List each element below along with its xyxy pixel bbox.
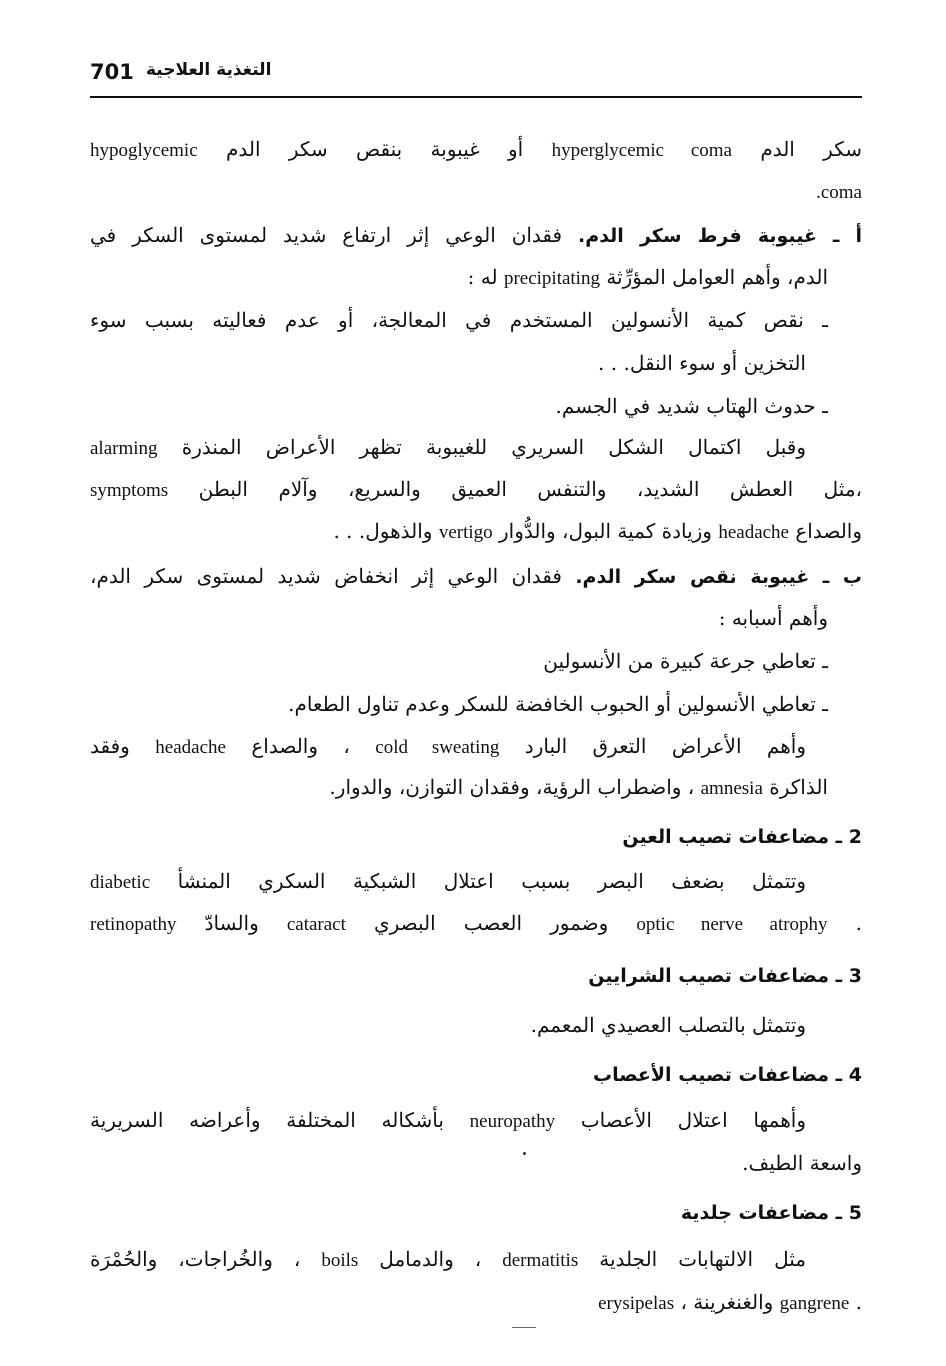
section-a-marker: أ ـ (832, 225, 863, 247)
section-b-para-line-2: الذاكرة amnesia ، واضطراب الرؤية، وفقدان التوازن، والدوار. (329, 775, 828, 799)
section-a-line-2: الدم، وأهم العوامل المؤرِّثة precipitating له : (467, 265, 828, 289)
section-b-line-1: ب ـ غيبوبة نقص سكر الدم. فقدان الوعي إثر انخفاض شديد لمستوى سكر الدم، (90, 564, 863, 588)
section-5-heading: 5 ـ مضاعفات جلدية (680, 1202, 862, 1224)
intro-line-2: .coma (816, 182, 862, 203)
section-a-bullet-1-line-1: ـ نقص كمية الأنسولين المستخدم في المعالجة، أو عدم فعاليته بسبب سوء (90, 308, 828, 332)
section-b-bullet-2: ـ تعاطي الأنسولين أو الحبوب الخافضة للسكر وعدم تناول الطعام. (288, 692, 828, 716)
section-a-title: غيبوبة فرط سكر الدم. (578, 225, 817, 247)
section-b-title: غيبوبة نقص سكر الدم. (575, 566, 810, 588)
section-2-line-1: وتتمثل بضعف البصر بسبب اعتلال الشبكية السكري المنشأ diabetic (90, 869, 806, 893)
section-3-line-1: وتتمثل بالتصلب العصيدي المعمم. (530, 1013, 806, 1037)
section-5-line-2: erysipelas ، والغنغرينة gangrene . (598, 1290, 862, 1314)
section-a-para-line-2: symptoms مثل العطش الشديد، والتنفس العميق والسريع، وآلام البطن، (90, 477, 862, 501)
section-a-bullet-2: ـ حدوث الهتاب شديد في الجسم. (555, 394, 828, 418)
section-4-line-1: وأهمها اعتلال الأعصاب neuropathy بأشكاله المختلفة وأعراضه السريرية (90, 1108, 807, 1132)
section-4-heading: 4 ـ مضاعفات تصيب الأعصاب (592, 1064, 862, 1086)
section-a-para-line-3: والصداع headache وزيادة كمية البول، والدُّوار vertigo والذهول. . . (333, 519, 862, 543)
section-3-heading: 3 ـ مضاعفات تصيب الشرايين (588, 965, 862, 987)
section-4-line-2: واسعة الطيف. (742, 1151, 862, 1175)
section-b-bullet-1: ـ تعاطي جرعة كبيرة من الأنسولين (543, 649, 828, 673)
section-b-line-2: وأهم أسبابه : (718, 606, 828, 630)
section-a-bullet-1-line-2: التخزين أو سوء النقل. . . (598, 351, 806, 375)
page-header (90, 56, 862, 98)
stray-dot (523, 1152, 526, 1155)
section-2-heading: 2 ـ مضاعفات تصيب العين (622, 826, 862, 848)
intro-line-1: سكر الدم hyperglycemic coma أو غيبوبة بنقص سكر الدم hypoglycemic (90, 137, 863, 161)
section-2-line-2: retinopathy والسادّ cataract وضمور العصب البصري optic nerve atrophy . (90, 911, 862, 935)
section-a-line-1: أ ـ غيبوبة فرط سكر الدم. فقدان الوعي إثر ارتفاع شديد لمستوى السكر في (90, 223, 863, 247)
section-b-marker: ب ـ (822, 566, 863, 588)
scan-mark (512, 1327, 536, 1328)
section-5-line-1: مثل الالتهابات الجلدية dermatitis ، والدمامل boils ، والخُراجات، والحُمْرَة (90, 1247, 807, 1271)
section-b-para-line-1: وأهم الأعراض التعرق البارد cold sweating ، والصداع headache وفقد (90, 734, 807, 758)
section-a-para-line-1: وقبل اكتمال الشكل السريري للغيبوبة تظهر الأعراض المنذرة alarming (90, 435, 806, 459)
running-title: التغذية العلاجية (146, 60, 272, 80)
page-number: 701 (90, 60, 134, 84)
